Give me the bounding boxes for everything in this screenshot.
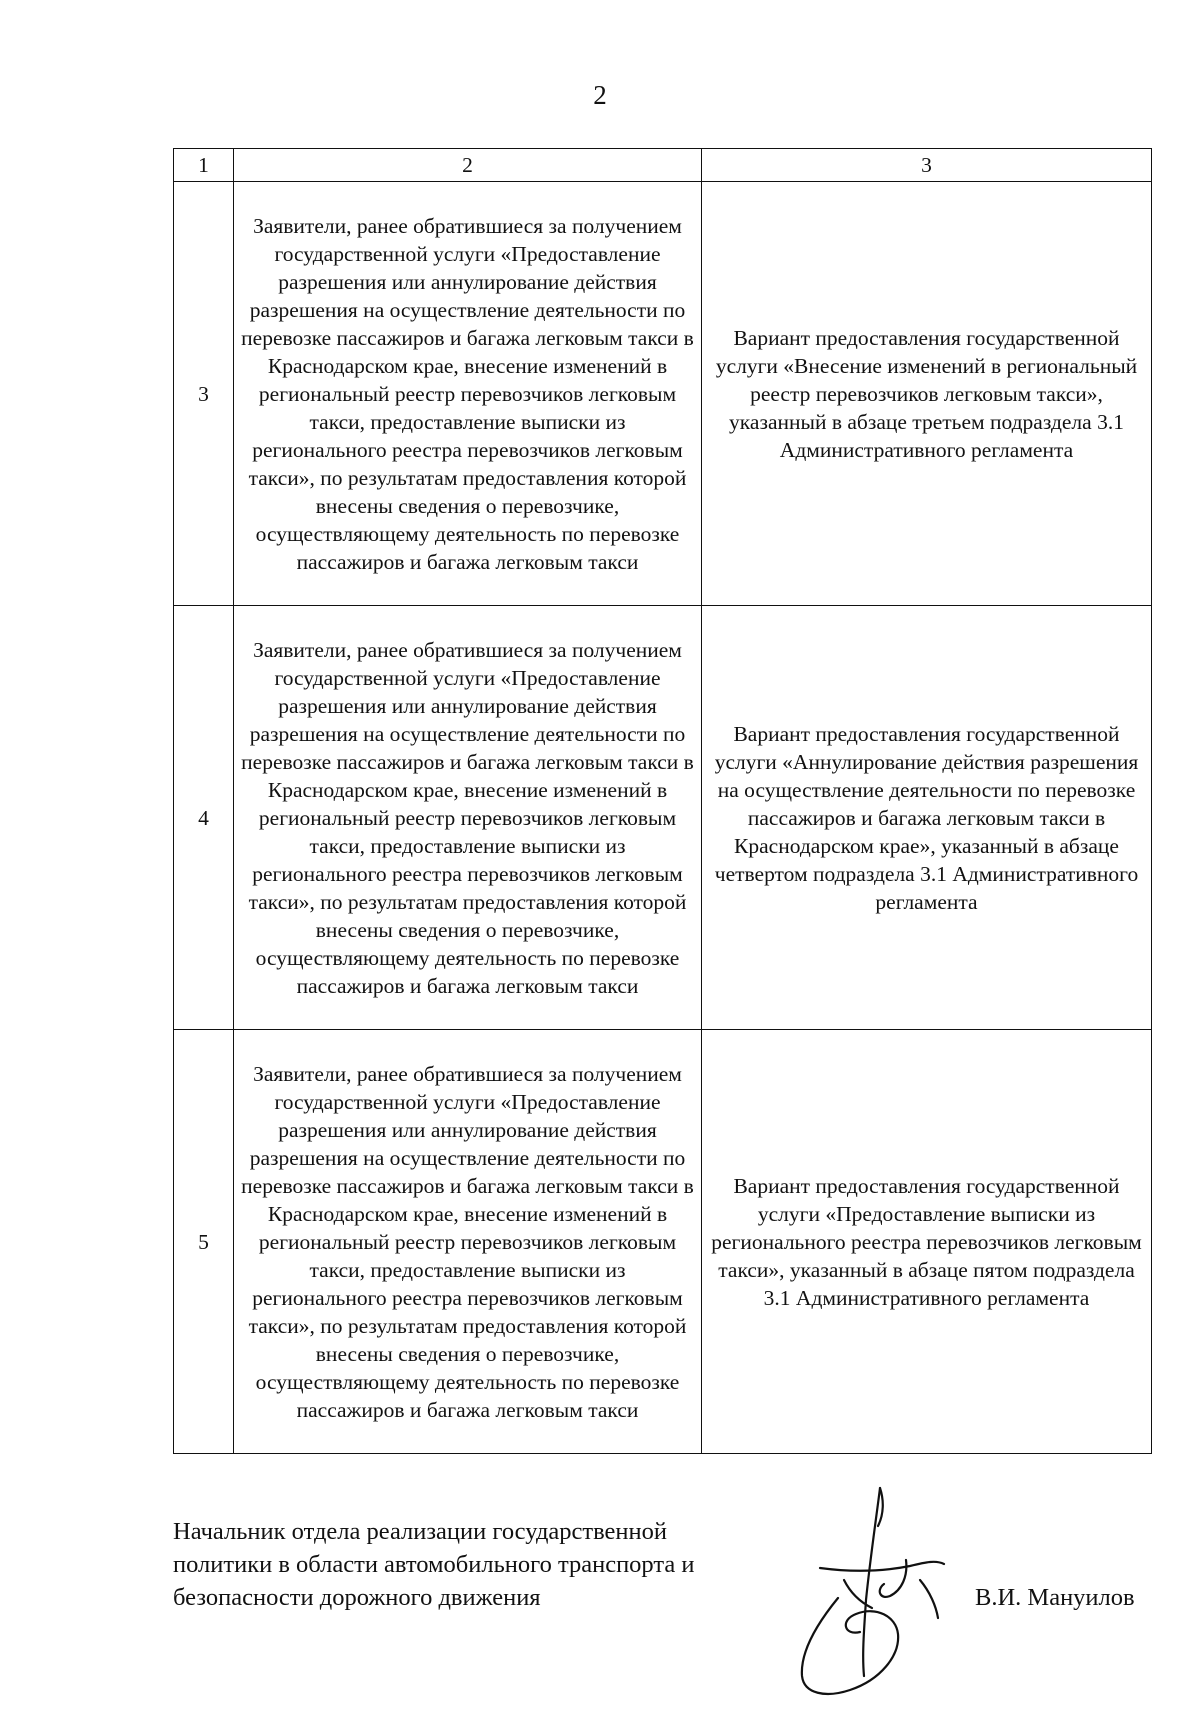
variant-text: Вариант предоставления государственной услуги «Предоставление выписки из регионального реестра перевозчиков легковым такси», указанный в абзаце пятом подраздела 3.1 Административного регламента bbox=[711, 1173, 1142, 1310]
applicants-text: Заявители, ранее обратившиеся за получением государственной услуги «Предоставление разрешения или аннулирование действия разрешения на осуществление деятельности по перевозке пассажиров и багажа легковым такси в Краснодарском крае, внесение изменений в региональный реестр перевозчиков легковым такси, предоставление выписки из регионального реестра перевозчиков легковым такси», по результатам предоставления которой внесены сведения о перевозчике, осуществляющему деятельность по перевозке пассажиров и багажа легковым такси bbox=[241, 637, 694, 998]
table-header-row bbox=[174, 149, 1152, 182]
header-cell-1: 1 bbox=[174, 149, 234, 182]
applicants-cell bbox=[234, 182, 702, 606]
variant-cell bbox=[702, 1030, 1152, 1454]
applicants-cell bbox=[234, 606, 702, 1030]
signatory-position: Начальник отдела реализации государственной политики в области автомобильного транспорта и безопасности дорожного движения bbox=[173, 1518, 695, 1611]
applicants-cell bbox=[234, 1030, 702, 1454]
applicants-text: Заявители, ранее обратившиеся за получением государственной услуги «Предоставление разрешения или аннулирование действия разрешения на осуществление деятельности по перевозке пассажиров и багажа легковым такси в Краснодарском крае, внесение изменений в региональный реестр перевозчиков легковым такси, предоставление выписки из регионального реестра перевозчиков легковым такси», по результатам предоставления которой внесены сведения о перевозчике, осуществляющему деятельность по перевозке пассажиров и багажа легковым такси bbox=[241, 213, 694, 574]
handwritten-signature-icon bbox=[780, 1480, 960, 1700]
row-number: 4 bbox=[174, 606, 234, 1030]
applicants-text: Заявители, ранее обратившиеся за получением государственной услуги «Предоставление разрешения или аннулирование действия разрешения на осуществление деятельности по перевозке пассажиров и багажа легковым такси в Краснодарском крае, внесение изменений в региональный реестр перевозчиков легковым такси, предоставление выписки из регионального реестра перевозчиков легковым такси», по результатам предоставления которой внесены сведения о перевозчике, осуществляющему деятельность по перевозке пассажиров и багажа легковым такси bbox=[241, 1061, 694, 1422]
variants-table bbox=[173, 148, 1152, 1454]
variant-cell bbox=[702, 606, 1152, 1030]
header-cell-2: 2 bbox=[234, 149, 702, 182]
table-row bbox=[174, 606, 1152, 1030]
variant-text: Вариант предоставления государственной услуги «Аннулирование действия разрешения на осуществление деятельности по перевозке пассажиров и багажа легковым такси в Краснодарском крае», указанный в абзаце четвертом подраздела 3.1 Административного регламента bbox=[714, 721, 1139, 914]
page-number: 2 bbox=[593, 80, 607, 110]
row-number: 5 bbox=[174, 1030, 234, 1454]
table-row bbox=[174, 1030, 1152, 1454]
signatory-name: В.И. Мануилов bbox=[975, 1584, 1135, 1611]
header-cell-3: 3 bbox=[702, 149, 1152, 182]
row-number: 3 bbox=[174, 182, 234, 606]
variant-cell bbox=[702, 182, 1152, 606]
table-row bbox=[174, 182, 1152, 606]
variant-text: Вариант предоставления государственной услуги «Внесение изменений в региональный реестр перевозчиков легковым такси», указанный в абзаце третьем подраздела 3.1 Административного регламента bbox=[715, 325, 1138, 462]
